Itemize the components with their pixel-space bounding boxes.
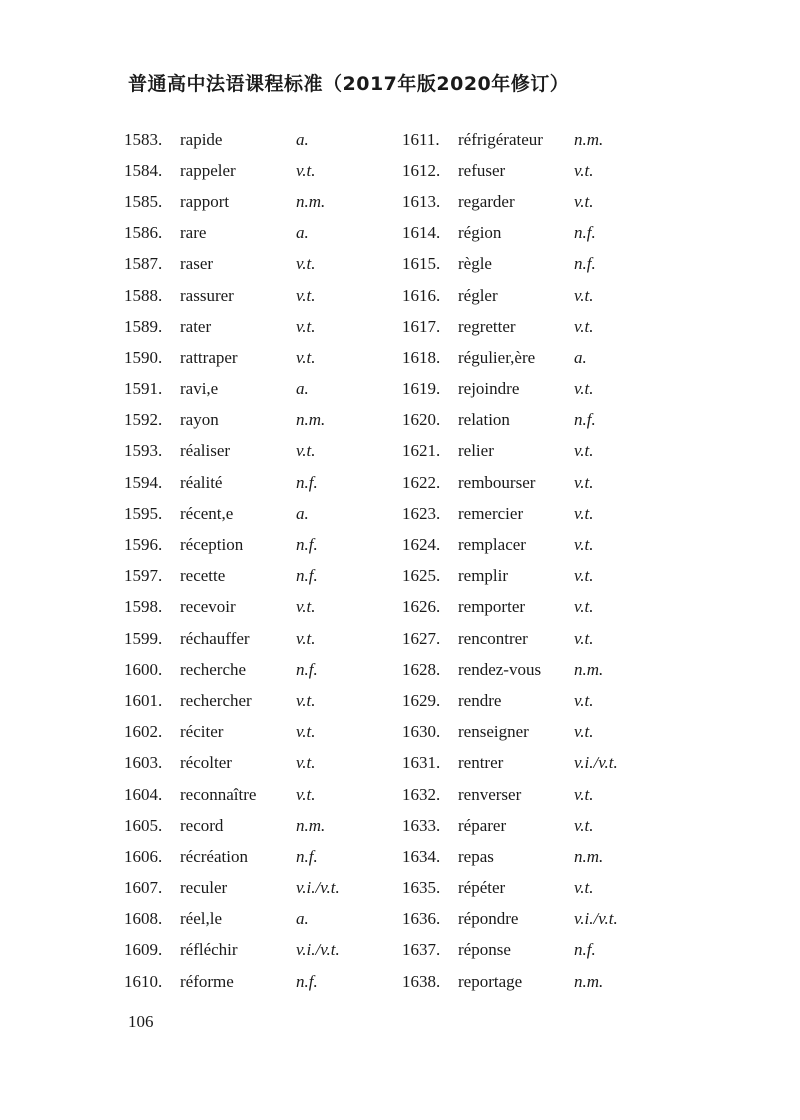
vocabulary-entry	[124, 935, 376, 966]
entry-part-of-speech: v.i./v.t.	[296, 878, 340, 898]
vocabulary-entry	[124, 717, 376, 748]
entry-part-of-speech: v.t.	[296, 441, 316, 461]
entry-number: 1621.	[402, 441, 441, 461]
entry-part-of-speech: v.i./v.t.	[574, 753, 618, 773]
entry-number: 1627.	[402, 628, 441, 648]
entry-number: 1624.	[402, 535, 441, 555]
entry-word: raser	[180, 254, 214, 274]
entry-part-of-speech: v.t.	[574, 722, 594, 742]
entry-word: recherche	[180, 659, 247, 679]
entry-word: repas	[458, 846, 494, 866]
entry-number: 1633.	[402, 815, 441, 835]
entry-number: 1596.	[124, 535, 163, 555]
entry-part-of-speech: a.	[574, 347, 587, 367]
entry-part-of-speech: v.t.	[574, 690, 594, 710]
vocabulary-entry	[124, 155, 376, 186]
vocabulary-entry	[402, 249, 654, 280]
vocabulary-entry	[124, 904, 376, 935]
entry-part-of-speech: v.t.	[574, 379, 594, 399]
vocabulary-entry	[124, 218, 376, 249]
entry-word: recette	[180, 566, 226, 586]
vocabulary-entry	[402, 592, 654, 623]
entry-word: rattraper	[180, 347, 238, 367]
vocabulary-entry	[124, 561, 376, 592]
entry-number: 1638.	[402, 971, 441, 991]
vocabulary-entry	[402, 717, 654, 748]
entry-word: rayon	[180, 410, 219, 430]
entry-word: record	[180, 815, 224, 835]
entry-word: relation	[458, 410, 510, 430]
entry-part-of-speech: v.t.	[296, 316, 316, 336]
vocabulary-entry	[402, 623, 654, 654]
vocabulary-column-left	[124, 124, 376, 997]
vocabulary-entry	[402, 155, 654, 186]
vocabulary-entry	[402, 467, 654, 498]
entry-part-of-speech: n.m.	[296, 815, 326, 835]
entry-word: remplir	[458, 566, 509, 586]
vocabulary-entry	[124, 779, 376, 810]
entry-part-of-speech: v.t.	[574, 191, 594, 211]
vocabulary-entry	[402, 561, 654, 592]
entry-number: 1629.	[402, 690, 441, 710]
entry-number: 1591.	[124, 379, 163, 399]
entry-number: 1587.	[124, 254, 163, 274]
entry-part-of-speech: v.t.	[574, 815, 594, 835]
entry-part-of-speech: n.m.	[574, 846, 604, 866]
vocabulary-entry	[402, 873, 654, 904]
entry-number: 1589.	[124, 316, 163, 336]
entry-part-of-speech: n.f.	[296, 566, 318, 586]
vocabulary-entry	[402, 218, 654, 249]
vocabulary-entry	[402, 280, 654, 311]
vocabulary-entry	[124, 249, 376, 280]
entry-number: 1603.	[124, 753, 163, 773]
entry-part-of-speech: n.f.	[574, 223, 596, 243]
entry-part-of-speech: n.m.	[574, 659, 604, 679]
vocabulary-entry	[124, 529, 376, 560]
vocabulary-entry	[402, 186, 654, 217]
vocabulary-entry	[124, 311, 376, 342]
entry-number: 1598.	[124, 597, 163, 617]
vocabulary-entry	[124, 592, 376, 623]
entry-number: 1617.	[402, 316, 441, 336]
entry-number: 1628.	[402, 659, 441, 679]
entry-number: 1611.	[402, 129, 440, 149]
entry-number: 1608.	[124, 909, 163, 929]
entry-number: 1594.	[124, 472, 163, 492]
entry-part-of-speech: v.t.	[296, 690, 316, 710]
entry-number: 1632.	[402, 784, 441, 804]
entry-number: 1590.	[124, 347, 163, 367]
entry-number: 1614.	[402, 223, 441, 243]
entry-part-of-speech: n.f.	[296, 971, 318, 991]
entry-word: réfrigérateur	[458, 129, 543, 149]
entry-number: 1588.	[124, 285, 163, 305]
entry-number: 1602.	[124, 722, 163, 742]
entry-number: 1623.	[402, 503, 441, 523]
entry-part-of-speech: v.t.	[296, 753, 316, 773]
entry-number: 1622.	[402, 472, 441, 492]
entry-word: région	[458, 223, 502, 243]
vocabulary-entry	[402, 779, 654, 810]
entry-word: regretter	[458, 316, 516, 336]
entry-word: réforme	[180, 971, 234, 991]
entry-number: 1613.	[402, 191, 441, 211]
entry-part-of-speech: v.t.	[574, 597, 594, 617]
entry-part-of-speech: v.t.	[574, 628, 594, 648]
entry-word: réfléchir	[180, 940, 238, 960]
entry-word: rendre	[458, 690, 502, 710]
entry-word: rare	[180, 223, 207, 243]
entry-word: réchauffer	[180, 628, 250, 648]
entry-part-of-speech: n.f.	[296, 535, 318, 555]
vocabulary-entry	[402, 374, 654, 405]
entry-part-of-speech: v.t.	[296, 347, 316, 367]
entry-word: réciter	[180, 722, 224, 742]
entry-word: rechercher	[180, 690, 252, 710]
entry-part-of-speech: v.t.	[574, 566, 594, 586]
entry-part-of-speech: v.t.	[296, 722, 316, 742]
page-number: 106	[128, 1012, 154, 1031]
entry-number: 1604.	[124, 784, 163, 804]
entry-part-of-speech: n.f.	[574, 940, 596, 960]
vocabulary-entry	[124, 873, 376, 904]
entry-part-of-speech: v.i./v.t.	[296, 940, 340, 960]
vocabulary-entry	[124, 841, 376, 872]
entry-part-of-speech: v.t.	[574, 503, 594, 523]
entry-word: recevoir	[180, 597, 236, 617]
vocabulary-entry	[402, 654, 654, 685]
vocabulary-entry	[402, 342, 654, 373]
vocabulary-entry	[124, 342, 376, 373]
vocabulary-entry	[402, 311, 654, 342]
entry-word: remercier	[458, 503, 524, 523]
entry-word: récolter	[180, 753, 232, 773]
vocabulary-entry	[124, 405, 376, 436]
entry-part-of-speech: n.f.	[296, 659, 318, 679]
entry-part-of-speech: v.t.	[296, 285, 316, 305]
entry-word: répondre	[458, 909, 519, 929]
entry-part-of-speech: n.f.	[574, 254, 596, 274]
entry-word: renverser	[458, 784, 522, 804]
entry-number: 1586.	[124, 223, 163, 243]
vocabulary-entry	[124, 186, 376, 217]
entry-number: 1619.	[402, 379, 441, 399]
vocabulary-entry	[402, 529, 654, 560]
entry-number: 1636.	[402, 909, 441, 929]
entry-part-of-speech: v.t.	[574, 285, 594, 305]
entry-number: 1599.	[124, 628, 163, 648]
entry-word: réel,le	[180, 909, 222, 929]
entry-word: rapport	[180, 191, 230, 211]
vocabulary-entry	[124, 374, 376, 405]
entry-number: 1620.	[402, 410, 441, 430]
entry-word: reportage	[458, 971, 523, 991]
vocabulary-entry	[402, 935, 654, 966]
entry-part-of-speech: n.m.	[574, 129, 604, 149]
vocabulary-column-right	[402, 124, 654, 997]
entry-number: 1637.	[402, 940, 441, 960]
entry-word: reculer	[180, 878, 228, 898]
entry-number: 1592.	[124, 410, 163, 430]
entry-word: ravi,e	[180, 379, 219, 399]
entry-number: 1616.	[402, 285, 441, 305]
entry-word: récréation	[180, 846, 248, 866]
entry-part-of-speech: n.m.	[296, 410, 326, 430]
entry-word: répéter	[458, 878, 506, 898]
vocabulary-entry	[124, 966, 376, 997]
entry-word: rater	[180, 316, 212, 336]
entry-word: rendez-vous	[458, 659, 542, 679]
vocabulary-entry	[402, 436, 654, 467]
entry-word: réception	[180, 535, 244, 555]
entry-word: rembourser	[458, 472, 536, 492]
entry-part-of-speech: a.	[296, 223, 309, 243]
entry-part-of-speech: a.	[296, 129, 309, 149]
entry-number: 1585.	[124, 191, 163, 211]
entry-part-of-speech: v.t.	[296, 628, 316, 648]
vocabulary-entry	[402, 841, 654, 872]
entry-word: remplacer	[458, 535, 526, 555]
vocabulary-entry	[124, 748, 376, 779]
vocabulary-entry	[124, 436, 376, 467]
entry-part-of-speech: n.f.	[574, 410, 596, 430]
vocabulary-entry	[124, 810, 376, 841]
vocabulary-entry	[402, 904, 654, 935]
vocabulary-entry	[124, 124, 376, 155]
entry-number: 1609.	[124, 940, 163, 960]
vocabulary-entry	[124, 654, 376, 685]
entry-word: récent,e	[180, 503, 234, 523]
page-header-title: 普通高中法语课程标准（2017年版2020年修订）	[128, 73, 570, 95]
entry-word: remporter	[458, 597, 526, 617]
entry-word: rencontrer	[458, 628, 528, 648]
entry-number: 1631.	[402, 753, 441, 773]
vocabulary-entry	[402, 498, 654, 529]
entry-number: 1615.	[402, 254, 441, 274]
entry-part-of-speech: v.t.	[574, 472, 594, 492]
entry-part-of-speech: n.m.	[296, 191, 326, 211]
entry-word: réparer	[458, 815, 507, 835]
entry-number: 1635.	[402, 878, 441, 898]
entry-number: 1612.	[402, 160, 441, 180]
vocabulary-entry	[402, 124, 654, 155]
vocabulary-entry	[402, 685, 654, 716]
entry-word: rappeler	[180, 160, 236, 180]
entry-part-of-speech: a.	[296, 909, 309, 929]
entry-number: 1607.	[124, 878, 163, 898]
entry-part-of-speech: v.t.	[574, 878, 594, 898]
entry-part-of-speech: v.t.	[574, 535, 594, 555]
entry-word: régler	[458, 285, 498, 305]
entry-number: 1626.	[402, 597, 441, 617]
entry-number: 1583.	[124, 129, 163, 149]
entry-word: règle	[458, 254, 492, 274]
vocabulary-entry	[402, 966, 654, 997]
vocabulary-entry	[402, 810, 654, 841]
entry-part-of-speech: v.t.	[296, 254, 316, 274]
entry-number: 1584.	[124, 160, 163, 180]
entry-part-of-speech: v.t.	[296, 597, 316, 617]
entry-number: 1630.	[402, 722, 441, 742]
vocabulary-entry	[124, 498, 376, 529]
entry-part-of-speech: v.t.	[574, 160, 594, 180]
entry-part-of-speech: v.i./v.t.	[574, 909, 618, 929]
vocabulary-entry	[402, 405, 654, 436]
entry-number: 1634.	[402, 846, 441, 866]
entry-number: 1606.	[124, 846, 163, 866]
entry-word: renseigner	[458, 722, 529, 742]
entry-part-of-speech: v.t.	[296, 160, 316, 180]
entry-word: réponse	[458, 940, 511, 960]
entry-part-of-speech: n.m.	[574, 971, 604, 991]
vocabulary-entry	[124, 280, 376, 311]
entry-word: réaliser	[180, 441, 231, 461]
entry-word: régulier,ère	[458, 347, 536, 367]
entry-word: rejoindre	[458, 379, 520, 399]
entry-part-of-speech: v.t.	[574, 784, 594, 804]
entry-part-of-speech: v.t.	[296, 784, 316, 804]
entry-part-of-speech: v.t.	[574, 441, 594, 461]
vocabulary-entry	[402, 748, 654, 779]
entry-number: 1593.	[124, 441, 163, 461]
vocabulary-entry	[124, 623, 376, 654]
entry-word: relier	[458, 441, 494, 461]
entry-number: 1600.	[124, 659, 163, 679]
entry-part-of-speech: n.f.	[296, 472, 318, 492]
vocabulary-entry	[124, 467, 376, 498]
entry-word: reconnaître	[180, 784, 257, 804]
entry-word: rassurer	[180, 285, 234, 305]
entry-part-of-speech: a.	[296, 379, 309, 399]
entry-number: 1605.	[124, 815, 163, 835]
vocabulary-entry	[124, 685, 376, 716]
entry-number: 1625.	[402, 566, 441, 586]
entry-number: 1597.	[124, 566, 163, 586]
entry-number: 1595.	[124, 503, 163, 523]
entry-part-of-speech: v.t.	[574, 316, 594, 336]
entry-word: rapide	[180, 129, 223, 149]
entry-number: 1610.	[124, 971, 163, 991]
entry-word: rentrer	[458, 753, 504, 773]
entry-number: 1618.	[402, 347, 441, 367]
entry-part-of-speech: n.f.	[296, 846, 318, 866]
entry-word: réalité	[180, 472, 223, 492]
entry-word: refuser	[458, 160, 506, 180]
entry-word: regarder	[458, 191, 515, 211]
entry-part-of-speech: a.	[296, 503, 309, 523]
entry-number: 1601.	[124, 690, 163, 710]
